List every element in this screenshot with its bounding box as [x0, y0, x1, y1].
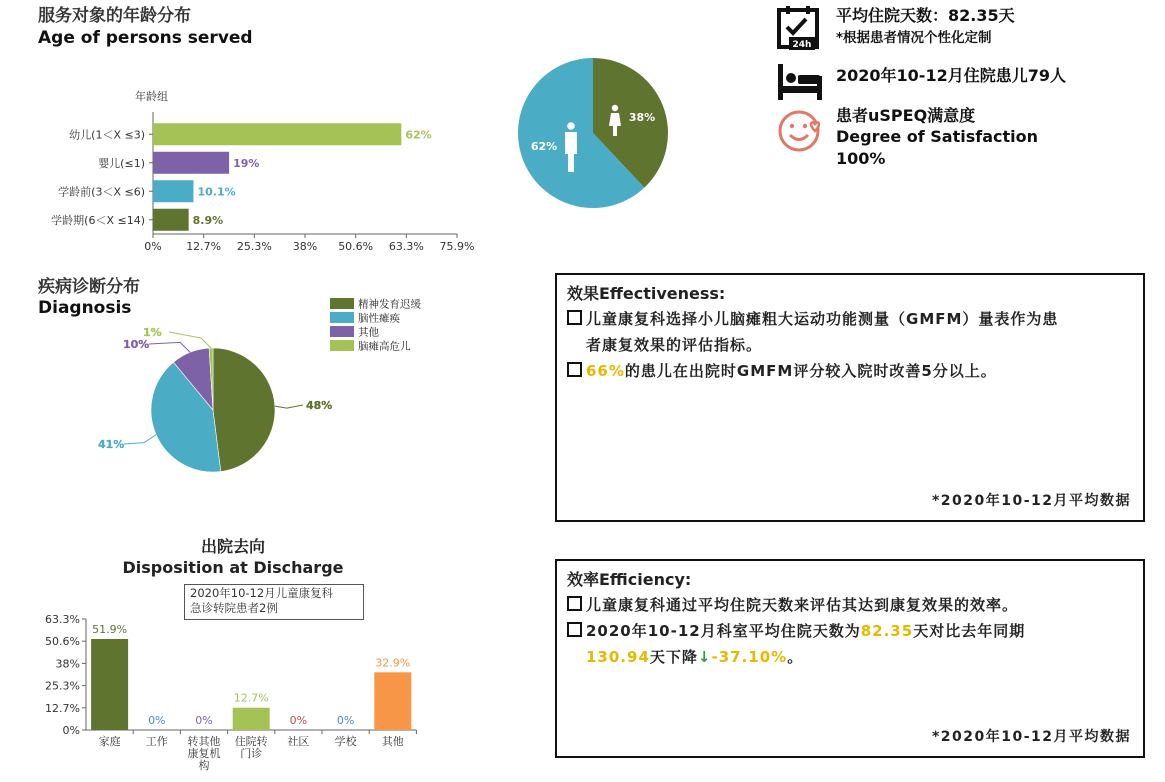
discharge-category-label: 住院转门诊: [234, 735, 268, 760]
diagnosis-value-label: 48%: [306, 399, 333, 412]
efficiency-item-2-cont: [586, 644, 1143, 670]
age-title-en: Age of persons served: [38, 28, 253, 48]
discharge-title-en: Disposition at Discharge: [122, 558, 344, 577]
efficiency-item-1: [567, 592, 1143, 618]
discharge-value-label: 0%: [289, 714, 308, 727]
age-bar: [153, 152, 229, 174]
efficiency-note: *2020年10-12月平均数据: [931, 729, 1131, 745]
clock-24h-text: 24h: [792, 40, 812, 50]
age-x-tick-label: 25.3%: [236, 240, 272, 253]
diagnosis-value-label: 10%: [123, 338, 150, 351]
efficiency-title: 效率Efficiency:: [567, 570, 692, 589]
diagnosis-legend-swatch: [330, 312, 354, 323]
avg-stay-kpi: 平均住院天数：82.35天: [836, 6, 1015, 25]
diagnosis-pie-chart: [80, 290, 480, 490]
diagnosis-legend-label: 脑瘫高危儿: [358, 340, 411, 353]
diagnosis-leader-line: [124, 435, 156, 444]
discharge-value-label: 0%: [195, 714, 213, 727]
discharge-value-label: 32.9%: [375, 656, 411, 670]
age-bar: [153, 209, 189, 231]
discharge-value-label: 0%: [148, 714, 166, 727]
age-group-label: 年龄组: [135, 90, 168, 103]
effectiveness-item-1: [567, 306, 1143, 332]
efficiency-line1: 儿童康复科通过平均住院天数来评估其达到康复效果的效率。: [586, 596, 1019, 614]
discharge-y-tick-label: 50.6%: [45, 635, 80, 649]
checkbox-icon: [567, 310, 582, 325]
age-x-tick-label: 12.7%: [186, 240, 222, 253]
effectiveness-note: *2020年10-12月平均数据: [931, 493, 1131, 509]
diagnosis-leader-line: [149, 342, 190, 352]
efficiency-highlight-days: 82.35: [860, 622, 914, 640]
down-arrow-icon: ↓: [697, 648, 712, 666]
gender-label-female: 38%: [628, 111, 656, 124]
discharge-value-label: 0%: [336, 714, 355, 727]
checkbox-icon: [567, 362, 582, 377]
efficiency-highlight-pct: -37.10%: [711, 648, 788, 666]
efficiency-box: [555, 559, 1145, 758]
age-category-label: 学龄期(6＜X ≤14): [51, 213, 145, 227]
discharge-title-cn: 出院去向: [200, 537, 265, 556]
diagnosis-title-cn: 疾病诊断分布: [38, 277, 140, 297]
patients-kpi: 2020年10-12月住院患儿79人: [836, 66, 1066, 85]
effectiveness-line2: 的患儿在出院时GMFM评分较入院时改善5分以上。: [624, 362, 997, 380]
avg-stay-note: *根据患者情况个性化定制: [836, 30, 992, 46]
diagnosis-legend-swatch: [330, 326, 354, 337]
age-x-tick-label: 75.9%: [439, 240, 475, 253]
diagnosis-slice: [213, 348, 275, 472]
diagnosis-leader-line: [275, 405, 303, 408]
discharge-bar: [233, 708, 270, 730]
discharge-bar: [374, 672, 411, 730]
effectiveness-box: [555, 273, 1145, 522]
age-x-tick-label: 0%: [144, 240, 162, 253]
checkbox-icon: [567, 622, 582, 637]
discharge-y-tick-label: 0%: [62, 724, 80, 737]
satisfaction-value: 100%: [836, 149, 886, 168]
clock-24h-icon: [776, 5, 822, 51]
effectiveness-highlight: 66%: [586, 362, 625, 380]
effectiveness-item-2: [567, 358, 1143, 384]
diagnosis-legend-label: 脑性瘫痪: [358, 312, 400, 325]
discharge-category-label: 家庭: [98, 735, 121, 748]
discharge-y-tick-label: 38%: [55, 657, 80, 671]
age-bar-chart: [0, 80, 500, 260]
efficiency-highlight-lastyear: 130.94: [586, 648, 650, 666]
diagnosis-legend-swatch: [330, 298, 354, 309]
diagnosis-leader-line: [169, 332, 211, 348]
discharge-bar: [91, 639, 128, 730]
diagnosis-title-en: Diagnosis: [38, 298, 132, 318]
age-value-label: 62%: [405, 128, 432, 142]
diagnosis-value-label: 41%: [98, 438, 125, 451]
discharge-y-tick-label: 12.7%: [45, 701, 80, 715]
effectiveness-title: 效果Effectiveness:: [567, 284, 726, 303]
discharge-bar-chart: [0, 600, 440, 782]
discharge-y-tick-label: 63.3%: [45, 613, 80, 626]
satisfaction-title-cn: 患者uSPEQ满意度: [836, 106, 976, 125]
age-bar: [153, 123, 401, 145]
discharge-category-label: 其他: [381, 735, 404, 748]
bed-icon: [776, 62, 824, 102]
discharge-category-label: 转其他康复机构: [187, 735, 221, 772]
discharge-y-tick-label: 25.3%: [45, 679, 80, 693]
gender-label-male: 62%: [530, 140, 558, 153]
discharge-value-label: 51.9%: [92, 622, 128, 636]
efficiency-line2a: 2020年10-12月科室平均住院天数为: [586, 622, 861, 640]
age-category-label: 婴儿(≤1): [98, 156, 145, 170]
age-category-label: 幼儿(1＜X ≤3): [69, 128, 145, 142]
checkbox-icon: [567, 596, 582, 611]
diagnosis-legend-swatch: [330, 340, 354, 351]
discharge-category-label: 社区: [287, 735, 310, 748]
efficiency-line3a: 天下降: [649, 648, 698, 666]
diagnosis-legend-label: 其他: [358, 326, 379, 339]
annotation-line1: 2020年10-12月儿童康复科: [190, 586, 334, 600]
discharge-category-label: 工作: [145, 735, 168, 748]
age-title-cn: 服务对象的年龄分布: [38, 6, 191, 26]
age-value-label: 8.9%: [192, 213, 224, 227]
satisfaction-title-en: Degree of Satisfaction: [836, 127, 1039, 146]
discharge-category-label: 学校: [334, 735, 357, 748]
age-x-tick-label: 63.3%: [388, 240, 424, 253]
age-category-label: 学龄前(3＜X ≤6): [58, 185, 145, 199]
efficiency-line2b: 天对比去年同期: [913, 622, 1026, 640]
smiley-heart-icon: [777, 104, 827, 154]
efficiency-item-2: [567, 618, 1143, 644]
male-icon-head: [567, 122, 575, 130]
annotation-line2: 急诊转院患者2例: [190, 601, 278, 615]
gender-pie-chart: [510, 50, 680, 220]
age-x-tick-label: 50.6%: [338, 240, 374, 253]
diagnosis-legend-label: 精神发育迟缓: [358, 298, 421, 311]
effectiveness-line1a: 儿童康复科选择小儿脑瘫粗大运动功能测量（GMFM）量表作为患: [586, 310, 1059, 328]
age-value-label: 19%: [233, 156, 260, 170]
age-bar: [153, 180, 193, 202]
age-x-tick-label: 38%: [292, 240, 318, 253]
discharge-value-label: 12.7%: [233, 691, 269, 705]
efficiency-line3-end: 。: [787, 648, 804, 666]
effectiveness-line1b: 者康复效果的评估指标。: [586, 336, 763, 354]
diagnosis-value-label: 1%: [143, 326, 162, 339]
female-icon-head: [612, 105, 618, 111]
age-value-label: 10.1%: [197, 185, 236, 199]
